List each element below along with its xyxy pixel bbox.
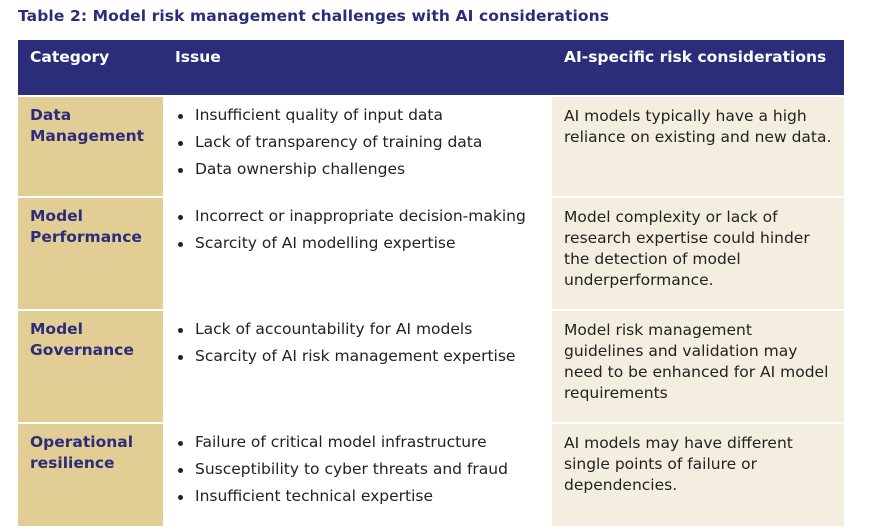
header-category: Category xyxy=(18,40,163,96)
table-row xyxy=(18,423,844,526)
risk-table xyxy=(18,40,844,526)
issue-cell xyxy=(163,96,552,197)
ai-consideration-cell: AI models may have different single points of failure or dependencies. xyxy=(552,423,844,526)
issue-item: Data ownership challenges xyxy=(195,159,546,180)
issue-cell xyxy=(163,310,552,423)
issue-item: Lack of transparency of training data xyxy=(195,132,546,153)
header-issue: Issue xyxy=(163,40,552,96)
issue-item: Scarcity of AI risk management expertise xyxy=(195,346,546,367)
ai-consideration-cell: AI models typically have a high reliance on existing and new data. xyxy=(552,96,844,197)
ai-consideration-cell: Model risk management guidelines and validation may need to be enhanced for AI model requirements xyxy=(552,310,844,423)
issue-item: Scarcity of AI modelling expertise xyxy=(195,233,546,254)
issue-item: Lack of accountability for AI models xyxy=(195,319,546,340)
category-cell: Data Management xyxy=(18,96,163,197)
issue-item: Incorrect or inappropriate decision-making xyxy=(195,206,546,227)
issue-item: Insufficient technical expertise xyxy=(195,486,546,507)
category-cell: Model Governance xyxy=(18,310,163,423)
header-ai-considerations: AI-specific risk considerations xyxy=(552,40,844,96)
table-row xyxy=(18,96,844,197)
issue-list xyxy=(175,432,546,507)
ai-consideration-cell: Model complexity or lack of research expertise could hinder the detection of model underperformance. xyxy=(552,197,844,310)
issue-cell xyxy=(163,423,552,526)
issue-list xyxy=(175,206,546,254)
category-cell: Model Performance xyxy=(18,197,163,310)
category-cell: Operational resilience xyxy=(18,423,163,526)
issue-item: Insufficient quality of input data xyxy=(195,105,546,126)
issue-item: Failure of critical model infrastructure xyxy=(195,432,546,453)
issue-list xyxy=(175,319,546,367)
table-row xyxy=(18,310,844,423)
issue-list xyxy=(175,105,546,180)
table-row xyxy=(18,197,844,310)
issue-item: Susceptibility to cyber threats and fraud xyxy=(195,459,546,480)
table-header xyxy=(18,40,844,96)
issue-cell xyxy=(163,197,552,310)
table-title: Table 2: Model risk management challenges with AI considerations xyxy=(18,7,610,25)
